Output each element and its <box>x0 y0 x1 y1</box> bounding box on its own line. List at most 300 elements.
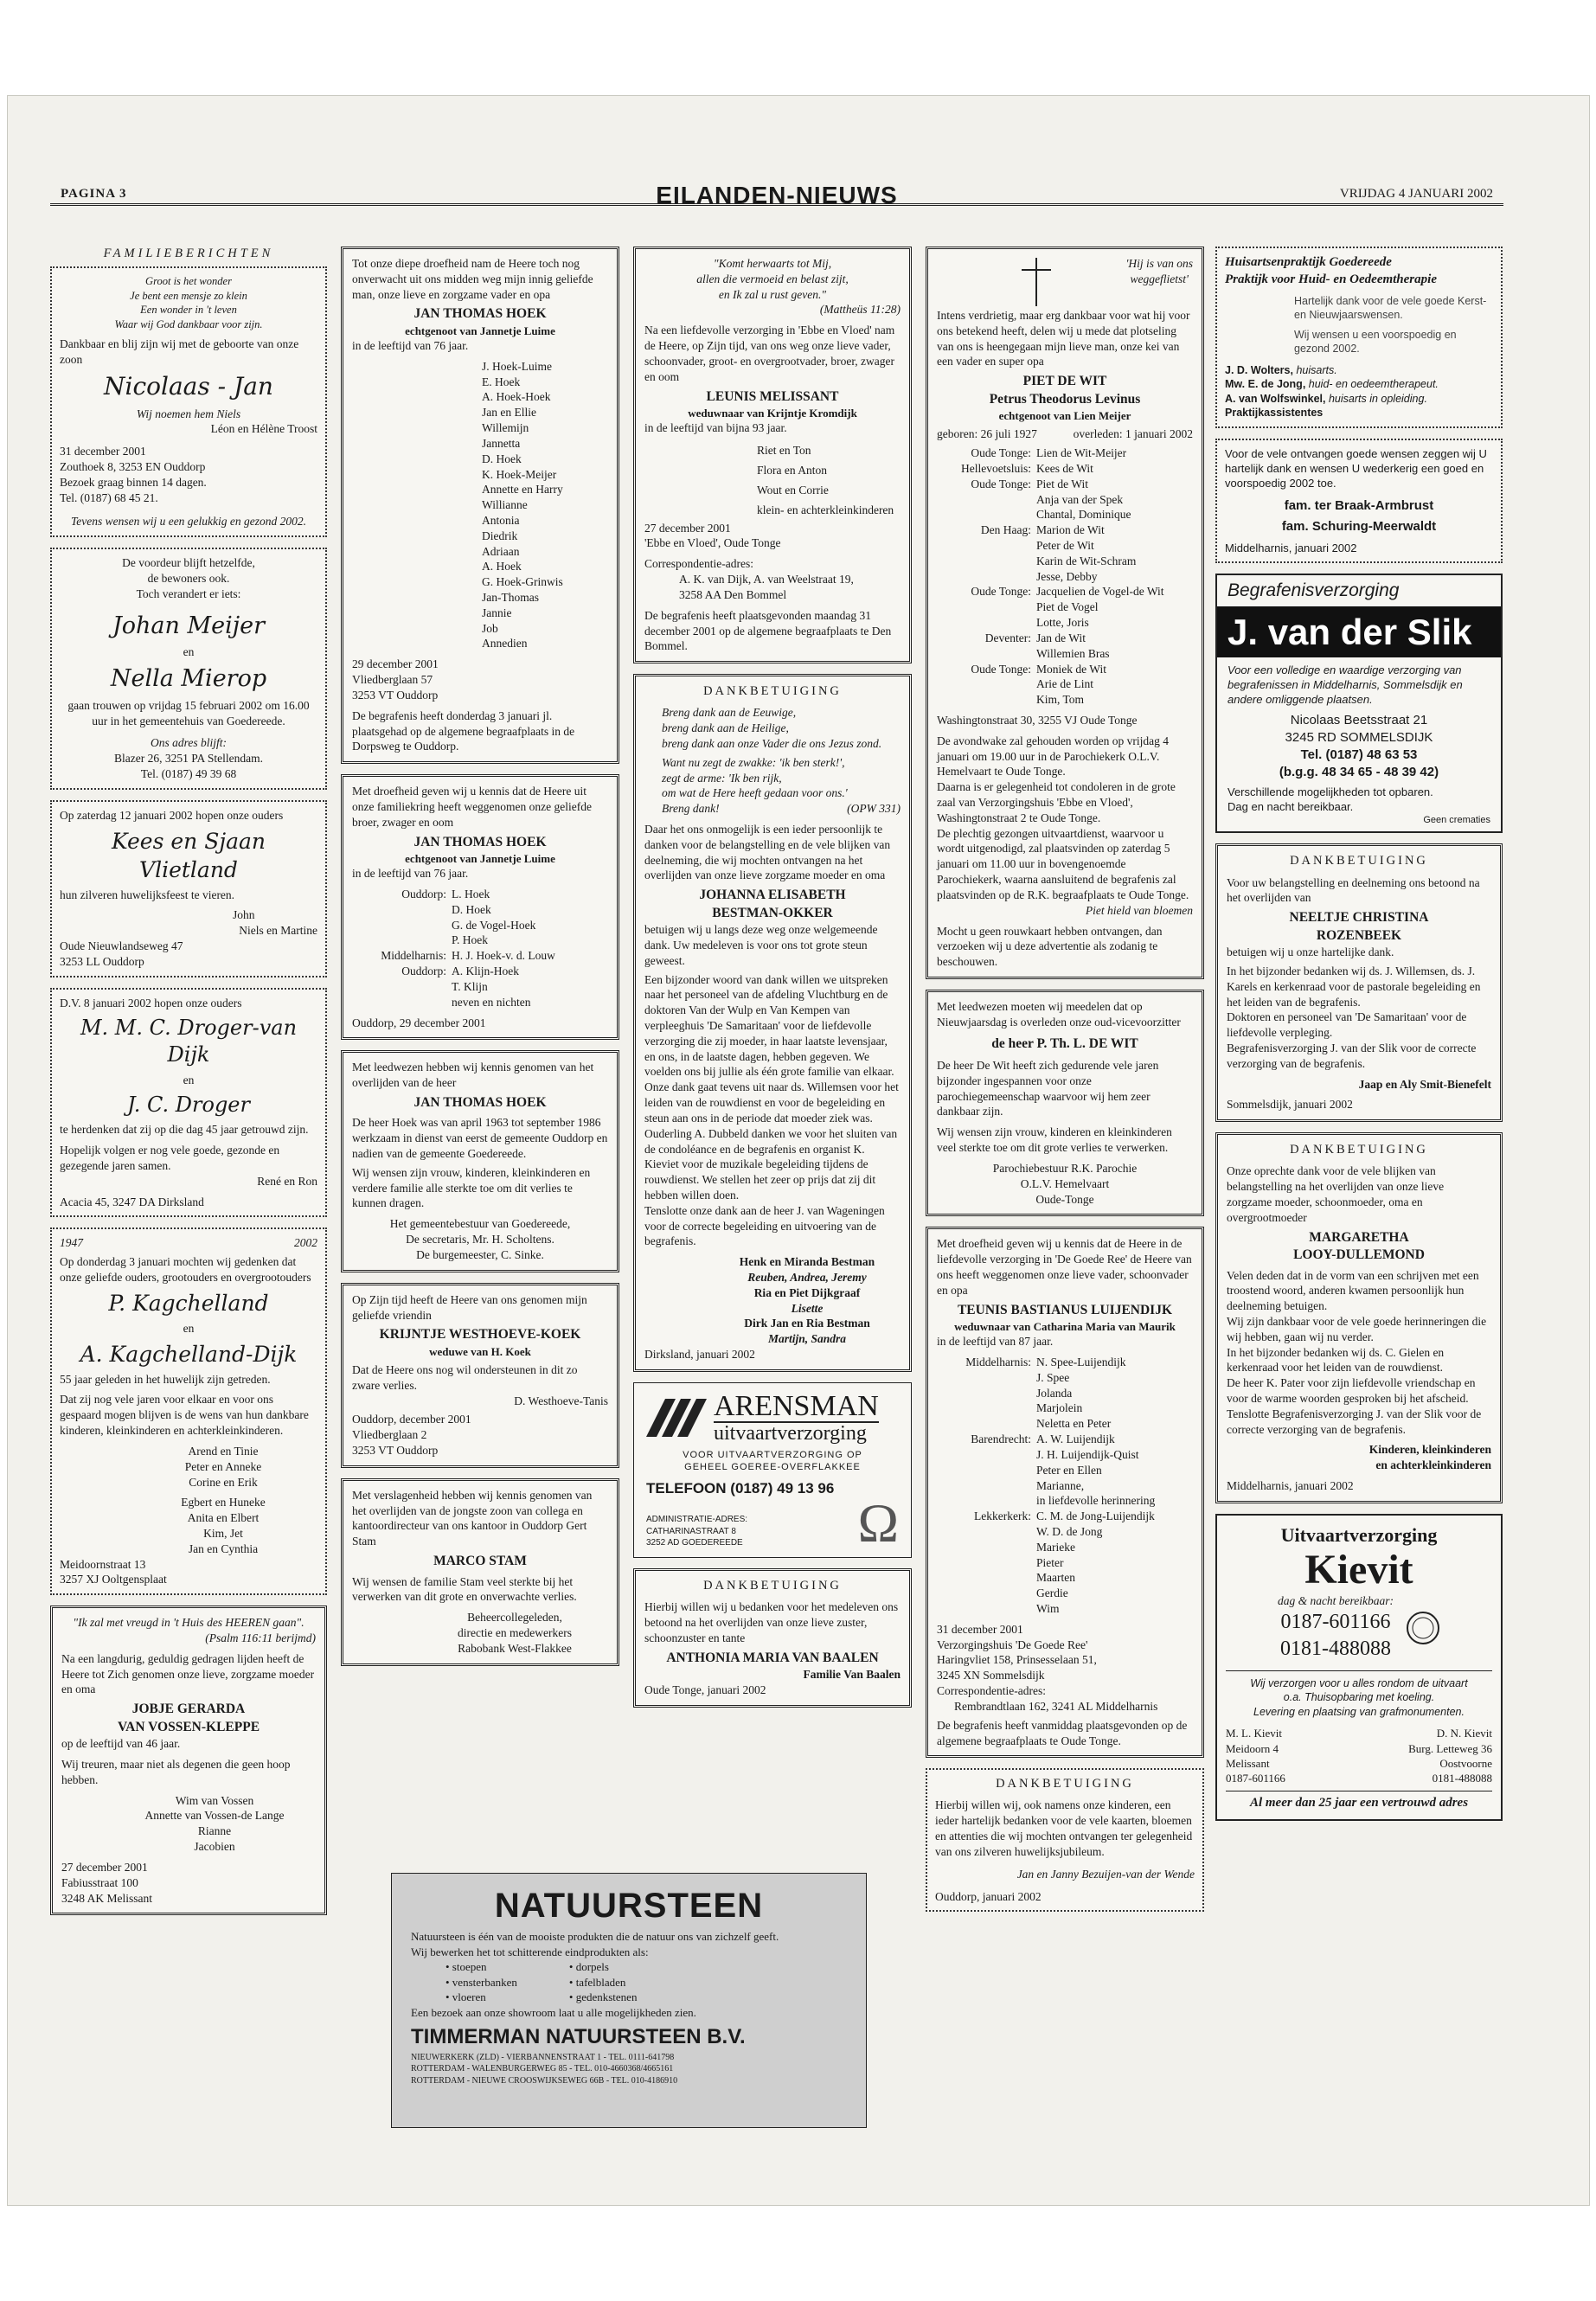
admin-label: ADMINISTRATIE-ADRES: <box>646 1515 748 1525</box>
column-2 <box>341 247 619 1676</box>
correspondence: 3258 AA Den Bommel <box>679 587 787 601</box>
address: 3245 RD SOMMELSDIJK <box>1285 730 1433 746</box>
text: Doktoren en personeel van 'De Samaritaan' voor de liefdevolle verpleging. <box>1227 1010 1467 1040</box>
family-member: Kim, Tom <box>1036 693 1085 707</box>
family-member: Peter de Wit <box>1036 539 1094 552</box>
family-row <box>937 554 1193 569</box>
family-row <box>352 902 608 918</box>
anniversary-droger <box>50 988 327 1218</box>
telephone: Tel. (0187) 49 39 68 <box>140 767 237 781</box>
family-member: Marianne, <box>1036 1478 1085 1492</box>
deceased-name: JAN THOMAS HOEK <box>413 306 547 322</box>
spouse: echtgenoot van Jannetje Luime <box>405 852 555 866</box>
family-member: Lien de Wit-Meijer <box>1036 446 1127 460</box>
family-row <box>937 461 1193 477</box>
family-row <box>352 979 608 995</box>
text: Begrafenisverzorging J. van der Slik voor de correcte verzorging van de begrafenis. <box>1227 1041 1477 1070</box>
family-member: Moniek de Wit <box>1036 662 1106 676</box>
family-member: Anita en Elbert <box>187 1511 260 1525</box>
family-row <box>352 933 608 948</box>
place-label <box>937 1586 1036 1601</box>
family-row <box>937 1386 1193 1401</box>
family-row <box>937 1509 1193 1524</box>
family-member: Marion de Wit <box>1036 523 1105 537</box>
death-announcement-luijendijk <box>926 1227 1204 1758</box>
text: betuigen wij u langs deze weg onze welgemeende dank. Uw medeleven is voor ons tot grote steun geweest. <box>644 923 878 967</box>
spouse: echtgenoot van Jannetje Luime <box>405 324 555 337</box>
date: 27 december 2001 <box>61 1860 148 1874</box>
address-label: Ons adres blijft: <box>150 736 227 750</box>
intro: Met verslagenheid hebben wij kennis genomen van het overlijden van de jongste zoon van collega en kantoordirecteur van ons kantoor in Ouddorp Gert Stam <box>352 1488 593 1548</box>
place-date: Dirksland, januari 2002 <box>644 1348 755 1362</box>
column-1 <box>50 247 327 1926</box>
signature: D. Westhoeve-Tanis <box>514 1394 608 1407</box>
family-member: Martijn, Sandra <box>767 1332 847 1346</box>
text: Hierbij willen wij, ook namens onze kinderen, een ieder hartelijk bedanken voor de vele kaarten, bloemen en attenties die wij mochten ontvangen ter gelegenheid van ons zilveren huwelijksjubileum. <box>935 1798 1193 1858</box>
family-name: fam. ter Braak-Armbrust <box>1284 498 1434 514</box>
family-row <box>937 1586 1193 1601</box>
telephone: 0181-488088 <box>1279 1638 1391 1661</box>
family-member: T. Klijn <box>452 979 488 993</box>
family-member: H. J. Hoek-v. d. Louw <box>452 949 555 963</box>
wedding-text: gaan trouwen op vrijdag 15 februari 2002 om 16.00 uur in het gemeentehuis van Goedereede. <box>67 698 310 727</box>
text: Mocht u geen rouwkaart hebben ontvangen, dan verzoeken wij u deze advertentie als zodanig te beschouwen. <box>937 924 1163 969</box>
death-announcement-hoek <box>341 247 619 764</box>
ad-item: • tafelbladen <box>568 1975 626 1989</box>
date: 27 december 2001 <box>644 521 731 535</box>
text: Velen deden dat in de vorm van een schrijven met een troostend woord, anderen kwamen persoonlijk hun deelneming betuigen. <box>1227 1268 1479 1313</box>
address: 3253 LL Ouddorp <box>60 954 144 968</box>
place-label <box>352 933 452 948</box>
and: en <box>183 645 195 659</box>
family-member: Willemien Bras <box>1036 646 1110 660</box>
quote: en Ik zal u rust geven." <box>718 287 827 301</box>
place-label: Oude Tonge: <box>971 446 1031 460</box>
branch-address: ROTTERDAM - NIEUWE CROOSWIJKSEWEG 66B - TEL. 010-4186910 <box>411 2075 678 2086</box>
intro: Na een langdurig, geduldig gedragen lijden heeft de Heere tot Zich genomen onze lieve, zorgzame moeder en oma <box>61 1651 315 1696</box>
text: Hartelijk dank voor de vele goede Kerst- en Nieuwjaarswensen. <box>1294 294 1487 322</box>
age: in de leeftijd van 76 jaar. <box>352 339 469 353</box>
family-row <box>937 445 1193 461</box>
death-announcement-melissant <box>633 247 912 663</box>
widower-of: weduwnaar van Catharina Maria van Maurik <box>954 1320 1176 1334</box>
family-member: Marieke <box>1036 1540 1075 1554</box>
deceased-name: MARCO STAM <box>433 1554 527 1569</box>
signature: Het gemeentebestuur van Goedereede, <box>389 1217 571 1231</box>
family-member: Reuben, Andrea, Jeremy <box>747 1271 867 1285</box>
company-name: ARENSMAN <box>714 1389 879 1422</box>
family-member: C. M. de Jong-Luijendijk <box>1036 1509 1155 1523</box>
omega-icon: Ω <box>857 1492 899 1554</box>
deceased-name: JAN THOMAS HOEK <box>413 834 547 849</box>
family-member: Wim <box>1036 1602 1060 1615</box>
family-member: Arie de Lint <box>1036 677 1093 691</box>
text: Wij wensen zijn vrouw, kinderen en kleinkinderen veel sterkte toe om dit grote verlies te verwerken. <box>937 1125 1172 1155</box>
poem-line: breng dank aan de Heilige, <box>662 721 789 735</box>
place-label: Barendrecht: <box>971 1433 1031 1446</box>
family-row <box>352 887 608 902</box>
family-row <box>937 615 1193 631</box>
place-label: Deventer: <box>984 631 1031 644</box>
family-member: A. Hoek-Hoek <box>482 390 551 404</box>
family-member: Adriaan <box>482 544 520 558</box>
family-member: Piet de Wit <box>1036 477 1088 490</box>
intro: Tot onze diepe droefheid nam de Heere toch nog onverwacht uit ons midden weg mijn innig geliefde man, onze lieve en zorgzame vader en opa <box>352 257 593 301</box>
birth-date: 31 december 2001 <box>60 445 146 458</box>
family-member: A. Klijn-Hoek <box>452 965 519 978</box>
family-member: Marjolein <box>1036 1401 1083 1415</box>
signature: De burgemeester, C. Sinke. <box>416 1247 544 1261</box>
text: te herdenken dat zij op die dag 45 jaar getrouwd zijn. <box>60 1123 309 1137</box>
place-label: Oude Tonge: <box>971 585 1031 599</box>
intro: Met leedwezen hebben wij kennis genomen van het overlijden van de heer <box>352 1061 594 1090</box>
signature: O.L.V. Hemelvaart <box>1020 1176 1110 1190</box>
place-label: Ouddorp: <box>401 888 446 901</box>
family-member: Chantal, Dominique <box>1036 508 1131 522</box>
thanks-van-baalen <box>633 1568 912 1708</box>
signature: en achterkleinkinderen <box>1375 1458 1491 1472</box>
seal-icon <box>1406 1611 1440 1645</box>
family-row <box>937 1555 1193 1571</box>
died: overleden: 1 januari 2002 <box>1073 427 1193 441</box>
ad-header: Uitvaartverzorging <box>1280 1523 1438 1546</box>
death-announcement-hoek-family <box>341 774 619 1040</box>
address: Fabiusstraat 100 <box>61 1875 138 1889</box>
family-member: Corine en Erik <box>189 1475 258 1489</box>
funeral-note: De begrafenis heeft plaatsgevonden maandag 31 december 2001 op de algemene begraafplaats te Den Bommel. <box>644 608 892 653</box>
text: De heer De Wit heeft zich gedurende vele jaren bijzonder ingespannen voor onze parochiegemeenschap waarvoor wij hem zeer dankbaar zijn. <box>937 1059 1159 1118</box>
signature: Rabobank West-Flakkee <box>458 1641 572 1655</box>
family-member: Peter en Ellen <box>1036 1463 1102 1477</box>
text: Dat de Heere ons nog wil ondersteunen in dit zo zware verlies. <box>352 1362 578 1392</box>
children: René en Ron <box>257 1174 317 1188</box>
telephone: Tel. (0187) 68 45 21. <box>60 490 158 504</box>
family-member: A. Hoek <box>482 560 522 574</box>
deceased-name: MARGARETHA <box>1309 1229 1409 1245</box>
family-member: Flora en Anton <box>757 463 827 477</box>
place-label <box>352 995 452 1010</box>
family-row <box>937 569 1193 585</box>
family-member: Riet en Ton <box>757 443 811 457</box>
family-member: P. Hoek <box>452 933 489 947</box>
cross-icon <box>989 256 1084 308</box>
place-label <box>937 1570 1036 1586</box>
column-4 <box>926 247 1204 1922</box>
family-member: Annette en Harry <box>482 483 563 497</box>
family-row <box>937 599 1193 615</box>
family-member: Jan de Wit <box>1036 631 1086 644</box>
page-number: PAGINA 3 <box>61 187 127 201</box>
place-label <box>352 918 452 933</box>
huisarts-notice <box>1215 247 1503 428</box>
intro: D.V. 8 januari 2002 hopen onze ouders <box>60 996 242 1009</box>
text: Hopelijk volgen er nog vele goede, gezonde en gezegende jaren samen. <box>60 1144 280 1172</box>
funeral-note: De begrafenis heeft vanmiddag plaatsgevonden op de algemene begraafplaats te Oude Tonge. <box>937 1718 1188 1747</box>
family-row <box>937 631 1193 646</box>
intro: De voordeur blijft hetzelfde, <box>122 556 255 570</box>
family-member: Pieter <box>1036 1555 1064 1569</box>
ad-item: • dorpels <box>568 1960 609 1974</box>
place-label <box>937 492 1036 508</box>
deceased-name: de heer P. Th. L. DE WIT <box>991 1035 1138 1051</box>
spouse: echtgenoot van Lien Meijer <box>998 409 1131 423</box>
family-member: Jan en Ellie <box>482 406 536 420</box>
issue-date: VRIJDAG 4 JANUARI 2002 <box>1339 187 1493 201</box>
family-member: in liefdevolle herinnering <box>1036 1494 1156 1508</box>
silver-anniversary <box>50 800 327 977</box>
ad-text: Geen crematies <box>1423 814 1490 825</box>
thanks-title: DANKBETUIGING <box>996 1777 1134 1791</box>
role: huisarts in opleiding. <box>1328 392 1427 405</box>
place-label: Den Haag: <box>980 523 1031 537</box>
rabobank-condolence <box>341 1478 619 1666</box>
family-row <box>937 1493 1193 1509</box>
place-label <box>937 676 1036 692</box>
name: J. C. Droger <box>127 1092 250 1117</box>
column-3 <box>633 247 912 1718</box>
family-row <box>937 1601 1193 1617</box>
family-list <box>352 887 608 1010</box>
family-member: Jannetta <box>482 436 521 450</box>
family-member: Lotte, Joris <box>1036 616 1089 630</box>
address: Washingtonstraat 30, 3255 VJ Oude Tonge <box>937 713 1138 727</box>
contact: Burg. Letteweg 36 <box>1408 1741 1492 1755</box>
widower-of: weduwnaar van Krijntje Kromdijk <box>688 406 857 420</box>
deceased-name: ROZENBEEK <box>1316 927 1402 943</box>
poem-line: Een wonder in 't leven <box>140 304 237 316</box>
family-member: K. Hoek-Meijer <box>482 467 557 481</box>
name: A. Kagchelland-Dijk <box>80 1341 298 1367</box>
poem-line: zegt de arme: 'Ik ben rijk, <box>662 771 782 785</box>
parents: Léon en Hélène Troost <box>210 422 317 436</box>
couple-names: Kees en Sjaan Vlietland <box>111 828 266 882</box>
deceased-name: ANTHONIA MARIA VAN BAALEN <box>666 1650 879 1665</box>
ad-item: • gedenkstenen <box>568 1990 638 2004</box>
text: De heer Hoek was van april 1963 tot september 1986 werkzaam in dienst van eerst de gemeente Ouddorp en nadien van de gemeente Goedereede. <box>352 1116 608 1161</box>
company-name: TIMMERMAN NATUURSTEEN B.V. <box>411 2025 746 2049</box>
intro: Hierbij willen wij u bedanken voor het medeleven ons betoond na het overlijden van onze lieve zuster, schoonzuster en tante <box>644 1600 899 1644</box>
family-member: A. W. Luijendijk <box>1036 1433 1115 1446</box>
column-5 <box>1215 247 1503 1831</box>
family-member: Willemijn <box>482 421 529 435</box>
quote: 'Hij is van ons <box>1125 257 1193 270</box>
van-der-slik-advertisement <box>1215 574 1503 834</box>
contact: M. L. Kievit <box>1226 1727 1282 1740</box>
text: In het bijzonder bedanken wij ds. C. Gielen en kerkenraad voor het leiden van de rouwdienst. <box>1227 1345 1445 1375</box>
arensman-advertisement <box>633 1382 912 1558</box>
family-row <box>937 584 1193 599</box>
text: hun zilveren huwelijksfeest te vieren. <box>60 888 235 901</box>
address: Zouthoek 8, 3253 EN Ouddorp <box>60 460 206 474</box>
poem-line: Waar wij God dankbaar voor zijn. <box>114 317 263 330</box>
baby-name: Nicolaas - Jan <box>104 371 273 401</box>
year: 1947 <box>60 1236 83 1250</box>
family-member: Gerdie <box>1036 1586 1068 1600</box>
text: Voor de vele ontvangen goede wensen zeggen wij U hartelijk dank en wensen U wederkerig een goed en voorspoedig 2002 toe. <box>1225 446 1487 490</box>
place-label <box>937 1540 1036 1555</box>
ad-title: NATUURSTEEN <box>494 1887 764 1925</box>
family-row <box>937 1355 1193 1370</box>
family-member: Jesse, Debby <box>1036 569 1098 583</box>
place-label <box>937 692 1036 708</box>
address: Acacia 45, 3247 DA Dirksland <box>60 1195 204 1208</box>
family-member: Kees de Wit <box>1036 461 1093 475</box>
ad-text: Wij verzorgen voor u alles rondom de uitvaart <box>1226 1670 1492 1691</box>
family-member: Wim van Vossen <box>175 1793 254 1807</box>
ad-text: o.a. Thuisopbaring met koeling. <box>1283 1691 1435 1704</box>
ad-text: GEHEEL GOEREE-OVERFLAKKEE <box>684 1462 861 1473</box>
ad-text: Dag en nacht bereikbaar. <box>1227 799 1354 813</box>
place-label <box>352 902 452 918</box>
signature: Beheercollegeleden, <box>467 1611 562 1625</box>
quote-reference: (Psalm 116:11 berijmd) <box>205 1631 316 1645</box>
ad-text: Levering en plaatsing van grafmonumenten. <box>1253 1705 1465 1718</box>
place-label <box>937 1555 1036 1571</box>
thanks-title: DANKBETUIGING <box>1290 854 1428 868</box>
ad-item: • stoepen <box>445 1960 487 1974</box>
person: J. D. Wolters, <box>1225 363 1293 376</box>
ad-footer: Al meer dan 25 jaar een vertrouwd adres <box>1226 1791 1492 1812</box>
intro: Met droefheid geven wij u kennis dat de Heere in de liefdevolle verzorging in 'De Goede Ree' de Heere van ons heeft weggenomen onze lieve vader, schoonvader en opa <box>937 1237 1192 1297</box>
intro: Voor uw belangstelling en deelneming ons betoond na het overlijden van <box>1227 875 1480 905</box>
telephone: 0187-601166 <box>1280 1610 1391 1633</box>
family-member: Willianne <box>482 498 528 512</box>
section-title: FAMILIEBERICHTEN <box>103 247 274 260</box>
place-label <box>937 538 1036 554</box>
deceased-name: NEELTJE CHRISTINA <box>1289 910 1429 926</box>
family-list <box>937 1355 1193 1617</box>
family-row <box>352 918 608 933</box>
family-member: neven en nichten <box>452 995 531 1009</box>
text: Tenslotte Begrafenisverzorging J. van der Slik voor de correcte verzorging van de begrafenis. <box>1227 1407 1482 1436</box>
family-member: L. Hoek <box>452 888 490 901</box>
place-date: Middelharnis, januari 2002 <box>1225 541 1357 554</box>
family-member: Maarten <box>1036 1571 1075 1585</box>
family-member: Kim, Jet <box>203 1526 243 1540</box>
place-label <box>937 1463 1036 1478</box>
family-member: Neletta en Peter <box>1036 1417 1112 1431</box>
family-member: Job <box>482 621 498 635</box>
place-label <box>937 1478 1036 1494</box>
and: en <box>183 1073 195 1086</box>
role: huid- en oedeemtherapeut. <box>1308 378 1439 391</box>
family-member: J. Spee <box>1036 1370 1070 1384</box>
family-list <box>937 445 1193 708</box>
family-member: klein- en achterkleinkinderen <box>757 503 894 516</box>
place-label <box>937 569 1036 585</box>
place-label <box>352 979 452 995</box>
anniversary-kagchelland <box>50 1227 327 1595</box>
intro: Toch verandert er iets: <box>136 586 241 600</box>
date: Ouddorp, december 2001 <box>352 1413 471 1426</box>
text: Wij wensen u een voorspoedig en gezond 2002. <box>1294 328 1457 356</box>
family-row <box>937 662 1193 677</box>
correspondence-label: Correspondentie-adres: <box>937 1684 1046 1698</box>
address: 3245 XN Sommelsdijk <box>937 1669 1045 1682</box>
family-member: Peter en Anneke <box>184 1459 262 1473</box>
address: 3257 XJ Ooltgensplaat <box>60 1573 167 1586</box>
year: 2002 <box>294 1236 317 1250</box>
parish-condolence <box>926 990 1204 1216</box>
deceased-name: JAN THOMAS HOEK <box>413 1094 547 1110</box>
poem-line: Breng dank aan de Eeuwige, <box>662 706 797 720</box>
family-member: Jacobien <box>194 1840 235 1854</box>
text: betuigen wij u onze hartelijke dank. <box>1227 945 1394 959</box>
family-member: Jannie <box>482 606 512 619</box>
date: Ouddorp, 29 december 2001 <box>352 1016 486 1029</box>
place-label <box>937 1601 1036 1617</box>
place-label <box>937 1400 1036 1416</box>
thanks-title: DANKBETUIGING <box>703 684 842 699</box>
company-name: Kievit <box>1304 1546 1413 1593</box>
contact: 0181-488088 <box>1432 1771 1492 1785</box>
deceased-name: KRIJNTJE WESTHOEVE-KOEK <box>379 1327 581 1343</box>
family-row <box>937 507 1193 522</box>
family-member: Jan en Cynthia <box>188 1541 259 1555</box>
text: 55 jaar geleden in het huwelijk zijn getreden. <box>60 1372 271 1386</box>
telephone: TELEFOON (0187) 49 13 96 <box>646 1479 835 1497</box>
and: en <box>183 1321 195 1335</box>
family-row <box>937 646 1193 662</box>
company-subtitle: uitvaartverzorging <box>714 1421 879 1444</box>
poem-line: Groot is het wonder <box>145 275 232 287</box>
age: in de leeftijd van 87 jaar. <box>937 1335 1054 1349</box>
branch-address: ROTTERDAM - WALENBURGERWEG 85 - TEL. 010-4660368/4665161 <box>411 2064 674 2074</box>
intro: Dankbaar en blij zijn wij met de geboorte van onze zoon <box>60 337 299 366</box>
address: Blazer 26, 3251 PA Stellendam. <box>114 752 263 766</box>
person: Mw. E. de Jong, <box>1225 378 1306 391</box>
text: Onze dank gaat tevens uit naar ds. Willemsen voor het leiden van de rouwdienst en voor de begeleiding en steun aan ons in de periode dat moeder ziek was. <box>644 1080 899 1125</box>
company-name: J. van der Slik <box>1217 606 1501 657</box>
deceased-full-name: Petrus Theodorus Levinus <box>989 391 1141 407</box>
text: De plechtig gezongen uitvaartdienst, waarvoor u wordt uitgenodigd, zal plaatsvinden op zaterdag 5 januari om 11.00 uur in bovengenoemde Parochiekerk, waarna aansluitend de begrafenis zal plaatsvinden op de R.K. begraafplaats te Oude Tonge. <box>937 826 1189 901</box>
family-row <box>937 1524 1193 1540</box>
signature: Jaap en Aly Smit-Bienefelt <box>1358 1077 1491 1091</box>
place-label <box>937 1493 1036 1509</box>
family-member: D. Hoek <box>482 452 522 465</box>
deceased-name: PIET DE WIT <box>1022 374 1107 389</box>
family-row <box>937 1478 1193 1494</box>
place-label: Lekkerkerk: <box>974 1509 1031 1523</box>
masthead <box>50 183 1503 206</box>
family-row <box>937 538 1193 554</box>
deceased-name: VAN VOSSEN-KLEPPE <box>117 1719 260 1734</box>
place-label <box>937 599 1036 615</box>
place-date: Middelharnis, januari 2002 <box>1227 1479 1354 1493</box>
telephone: (b.g.g. 48 34 65 - 48 39 42) <box>1279 764 1439 779</box>
intro: Intens verdrietig, maar erg dankbaar voor wat hij voor ons betekend heeft, delen wij u mede dat plotseling van ons is heengegaan mijn lieve man, onze kei van een vader en super opa <box>937 309 1190 369</box>
place-label <box>937 1416 1036 1432</box>
poem-line: om wat de Here heeft gedaan voor ons.' <box>662 786 848 800</box>
family-row <box>352 995 608 1010</box>
deceased-name: TEUNIS BASTIANUS LUIJENDIJK <box>957 1302 1173 1317</box>
place-label: Middelharnis: <box>381 949 446 963</box>
place-label <box>937 1386 1036 1401</box>
place-label <box>937 646 1036 662</box>
family-row <box>937 1400 1193 1416</box>
ad-text: dag & nacht bereikbaar: <box>1277 1593 1394 1607</box>
family-member: Jan-Thomas <box>482 591 539 605</box>
name: P. Kagchelland <box>108 1290 269 1316</box>
correspondence-label: Correspondentie-adres: <box>644 557 753 571</box>
ad-header: Begrafenisverzorging <box>1227 580 1400 600</box>
correspondence: A. K. van Dijk, A. van Weelstraat 19, <box>679 573 854 586</box>
quote: "Komt herwaarts tot Mij, <box>713 257 832 270</box>
family-row <box>937 692 1193 708</box>
death-announcement-van-vossen <box>50 1606 327 1915</box>
address: 3253 VT Ouddorp <box>352 1444 439 1458</box>
signature: De secretaris, Mr. H. Scholtens. <box>406 1233 554 1247</box>
